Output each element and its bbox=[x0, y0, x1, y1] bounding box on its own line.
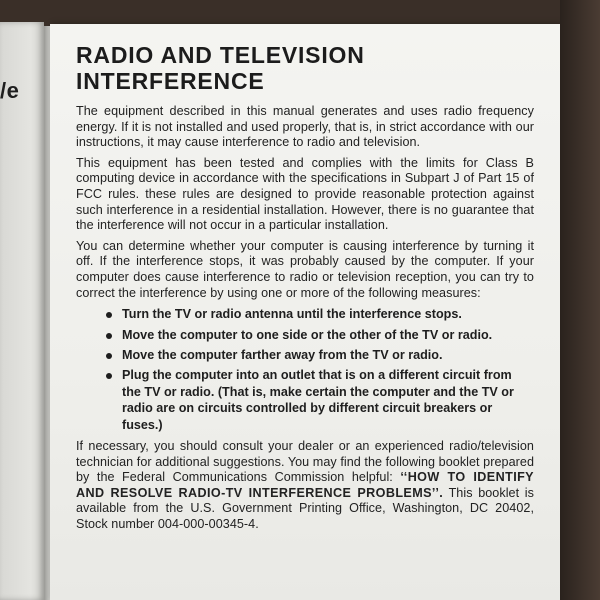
page-title: RADIO AND TELEVISION INTERFERENCE bbox=[76, 42, 365, 94]
measure-text: Move the computer to one side or the other of the TV or radio. bbox=[122, 327, 493, 342]
measure-text: Turn the TV or radio antenna until the interference stops. bbox=[122, 307, 462, 322]
background-edge bbox=[560, 0, 600, 600]
measure-text: Plug the computer into an outlet that is on a different circuit from the TV or radio. (That is, make certain the computer and the TV or radio are on circuits controlled by different circuit breakers or fuses.) bbox=[122, 368, 514, 432]
closing-outro: This booklet is available from the U.S. Government Printing Office, Washington, DC 20402, Stock number 004-000-00345-4. bbox=[76, 485, 534, 531]
closing-intro: If necessary, you should consult your dealer or an experienced radio/television technician for additional suggestions. You may find the following booklet prepared by the Federal Communications Commission helpful: bbox=[76, 438, 534, 485]
measures-list bbox=[76, 306, 534, 433]
measure-text: Move the computer farther away from the TV or radio. bbox=[122, 347, 443, 362]
paragraph-determine-interference: You can determine whether your computer is causing interference by turning it off. If the interference stops, it was probably caused by the computer. If your computer does cause interference to radio or television reception, you can try to correct the interference by using one or more of the following measures: bbox=[76, 238, 534, 300]
bullet-icon bbox=[106, 333, 112, 339]
bullet-icon bbox=[106, 373, 112, 379]
manual-page bbox=[50, 24, 560, 600]
paragraph-closing bbox=[76, 439, 534, 533]
paragraph-fcc-compliance: This equipment has been tested and complies with the limits for Class B computing device in accordance with the specifications in Subpart J of Part 15 of FCC rules. these rules are designed to provide reasonable protection against such interference in a residential installation. However, there is no guarantee that the interference will not occur in a particular installation. bbox=[76, 155, 534, 233]
list-item bbox=[106, 367, 534, 433]
booklet-title: ‘‘HOW TO IDENTIFY AND RESOLVE RADIO-TV INTERFERENCE PROBLEMS’’. bbox=[76, 470, 534, 500]
list-item bbox=[106, 347, 534, 363]
list-item bbox=[106, 306, 534, 322]
list-item bbox=[106, 327, 534, 343]
bullet-icon bbox=[106, 353, 112, 359]
paragraph-intro: The equipment described in this manual generates and uses radio frequency energy. If it is not installed and used properly, that is, in strict accordance with our instructions, it may cause interference to radio and television. bbox=[76, 104, 534, 150]
left-page-heading-fragment: /e bbox=[0, 78, 20, 103]
bullet-icon bbox=[106, 312, 112, 318]
left-page bbox=[0, 22, 44, 600]
